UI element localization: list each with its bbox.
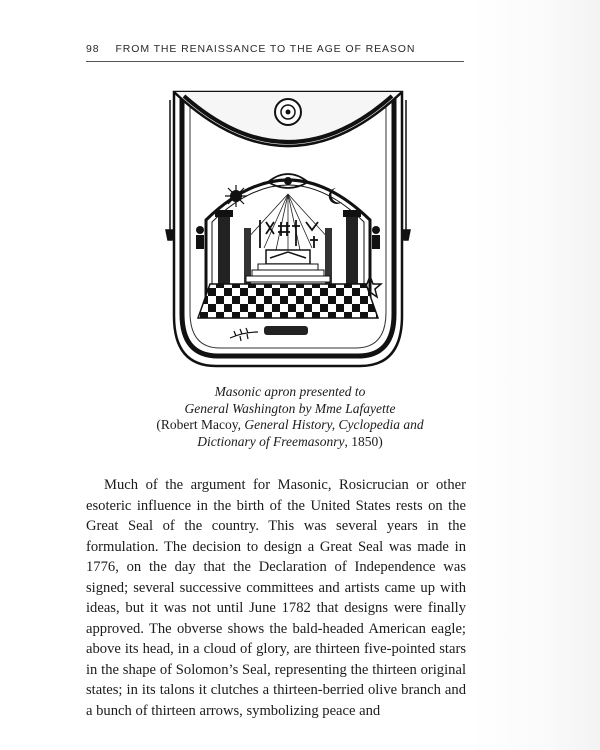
caption-line-2: General Washington by Mme Lafayette	[184, 400, 396, 416]
body-paragraph: Much of the argument for Masonic, Rosicrucian or other esoteric influence in the birth of the United States rests on the Great Seal of the country. This was several years in the formulation. The decision to design a Great Seal was made in 1776, on the day that the Declaration of Independence was signed; several successive committees and artists came up with ideas, but it was not until June 1782 that designs were finally approved. The obverse shows the bald-headed American eagle; above its head, in a cloud of glory, are thirteen five-pointed stars in the shape of Solomon’s Seal, representing the thirteen original states; in its talons it clutches a thirteen-berried olive branch and a bunch of thirteen arrows, symbolizing peace and	[86, 477, 466, 719]
source-title-part1: General History, Cyclopedia and	[244, 417, 424, 432]
checkered-floor	[198, 284, 378, 318]
coffin-icon	[264, 326, 308, 335]
source-title-part2: Dictionary of Freemasonry	[197, 433, 345, 449]
figure-caption	[120, 384, 460, 450]
caption-line-1: Masonic apron presented to	[214, 384, 366, 399]
header-rule	[86, 61, 464, 62]
page-edge-shading	[470, 0, 600, 750]
caption-source	[120, 417, 460, 434]
running-title: FROM THE RENAISSANCE TO THE AGE OF REASON	[115, 43, 416, 55]
masonic-apron-illustration	[160, 80, 416, 380]
running-header	[86, 43, 464, 55]
source-close: , 1850)	[344, 433, 383, 449]
page-number: 98	[86, 43, 100, 55]
masonic-apron-figure	[160, 80, 416, 380]
source-open: (Robert Macoy,	[156, 417, 245, 432]
caption-source-2	[120, 434, 460, 451]
